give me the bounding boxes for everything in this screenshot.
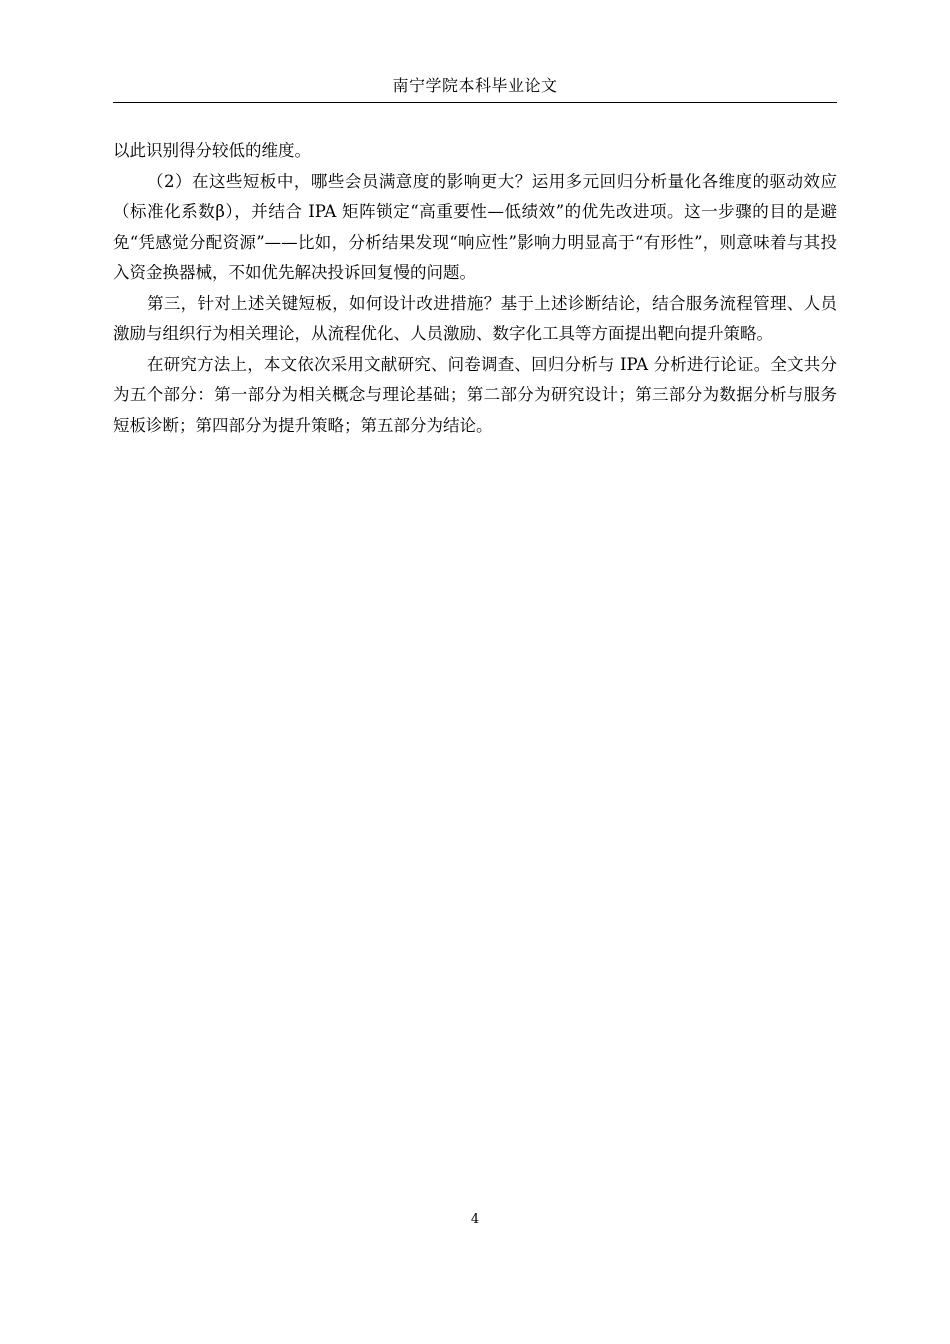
paragraph-methods: 在研究方法上，本文依次采用文献研究、问卷调查、回归分析与 IPA 分析进行论证。全文共分为五个部分：第一部分为相关概念与理论基础；第二部分为研究设计；第三部分为数据分析与服务短板诊断；第四部分为提升策略；第五部分为结论。 bbox=[113, 354, 837, 435]
paragraph-question-2: （2）在这些短板中，哪些会员满意度的影响更大？运用多元回归分析量化各维度的驱动效应（标准化系数β），并结合 IPA 矩阵锁定“高重要性—低绩效”的优先改进项。这一步骤的目的是避免“凭感觉分配资源”——比如，分析结果发现“响应性”影响力明显高于“有形性”，则意味着与其投入资金换器械，不如优先解决投诉回复慢的问题。 bbox=[113, 171, 837, 282]
body-text bbox=[113, 136, 837, 441]
paragraph-continuation: 以此识别得分较低的维度。 bbox=[113, 141, 311, 160]
paragraph-third: 第三，针对上述关键短板，如何设计改进措施？基于上述诊断结论，结合服务流程管理、人员激励与组织行为相关理论，从流程优化、人员激励、数字化工具等方面提出靶向提升策略。 bbox=[113, 293, 837, 343]
page-number: 4 bbox=[470, 1212, 480, 1227]
header-title: 南宁学院本科毕业论文 bbox=[392, 76, 558, 95]
running-header bbox=[113, 70, 837, 103]
